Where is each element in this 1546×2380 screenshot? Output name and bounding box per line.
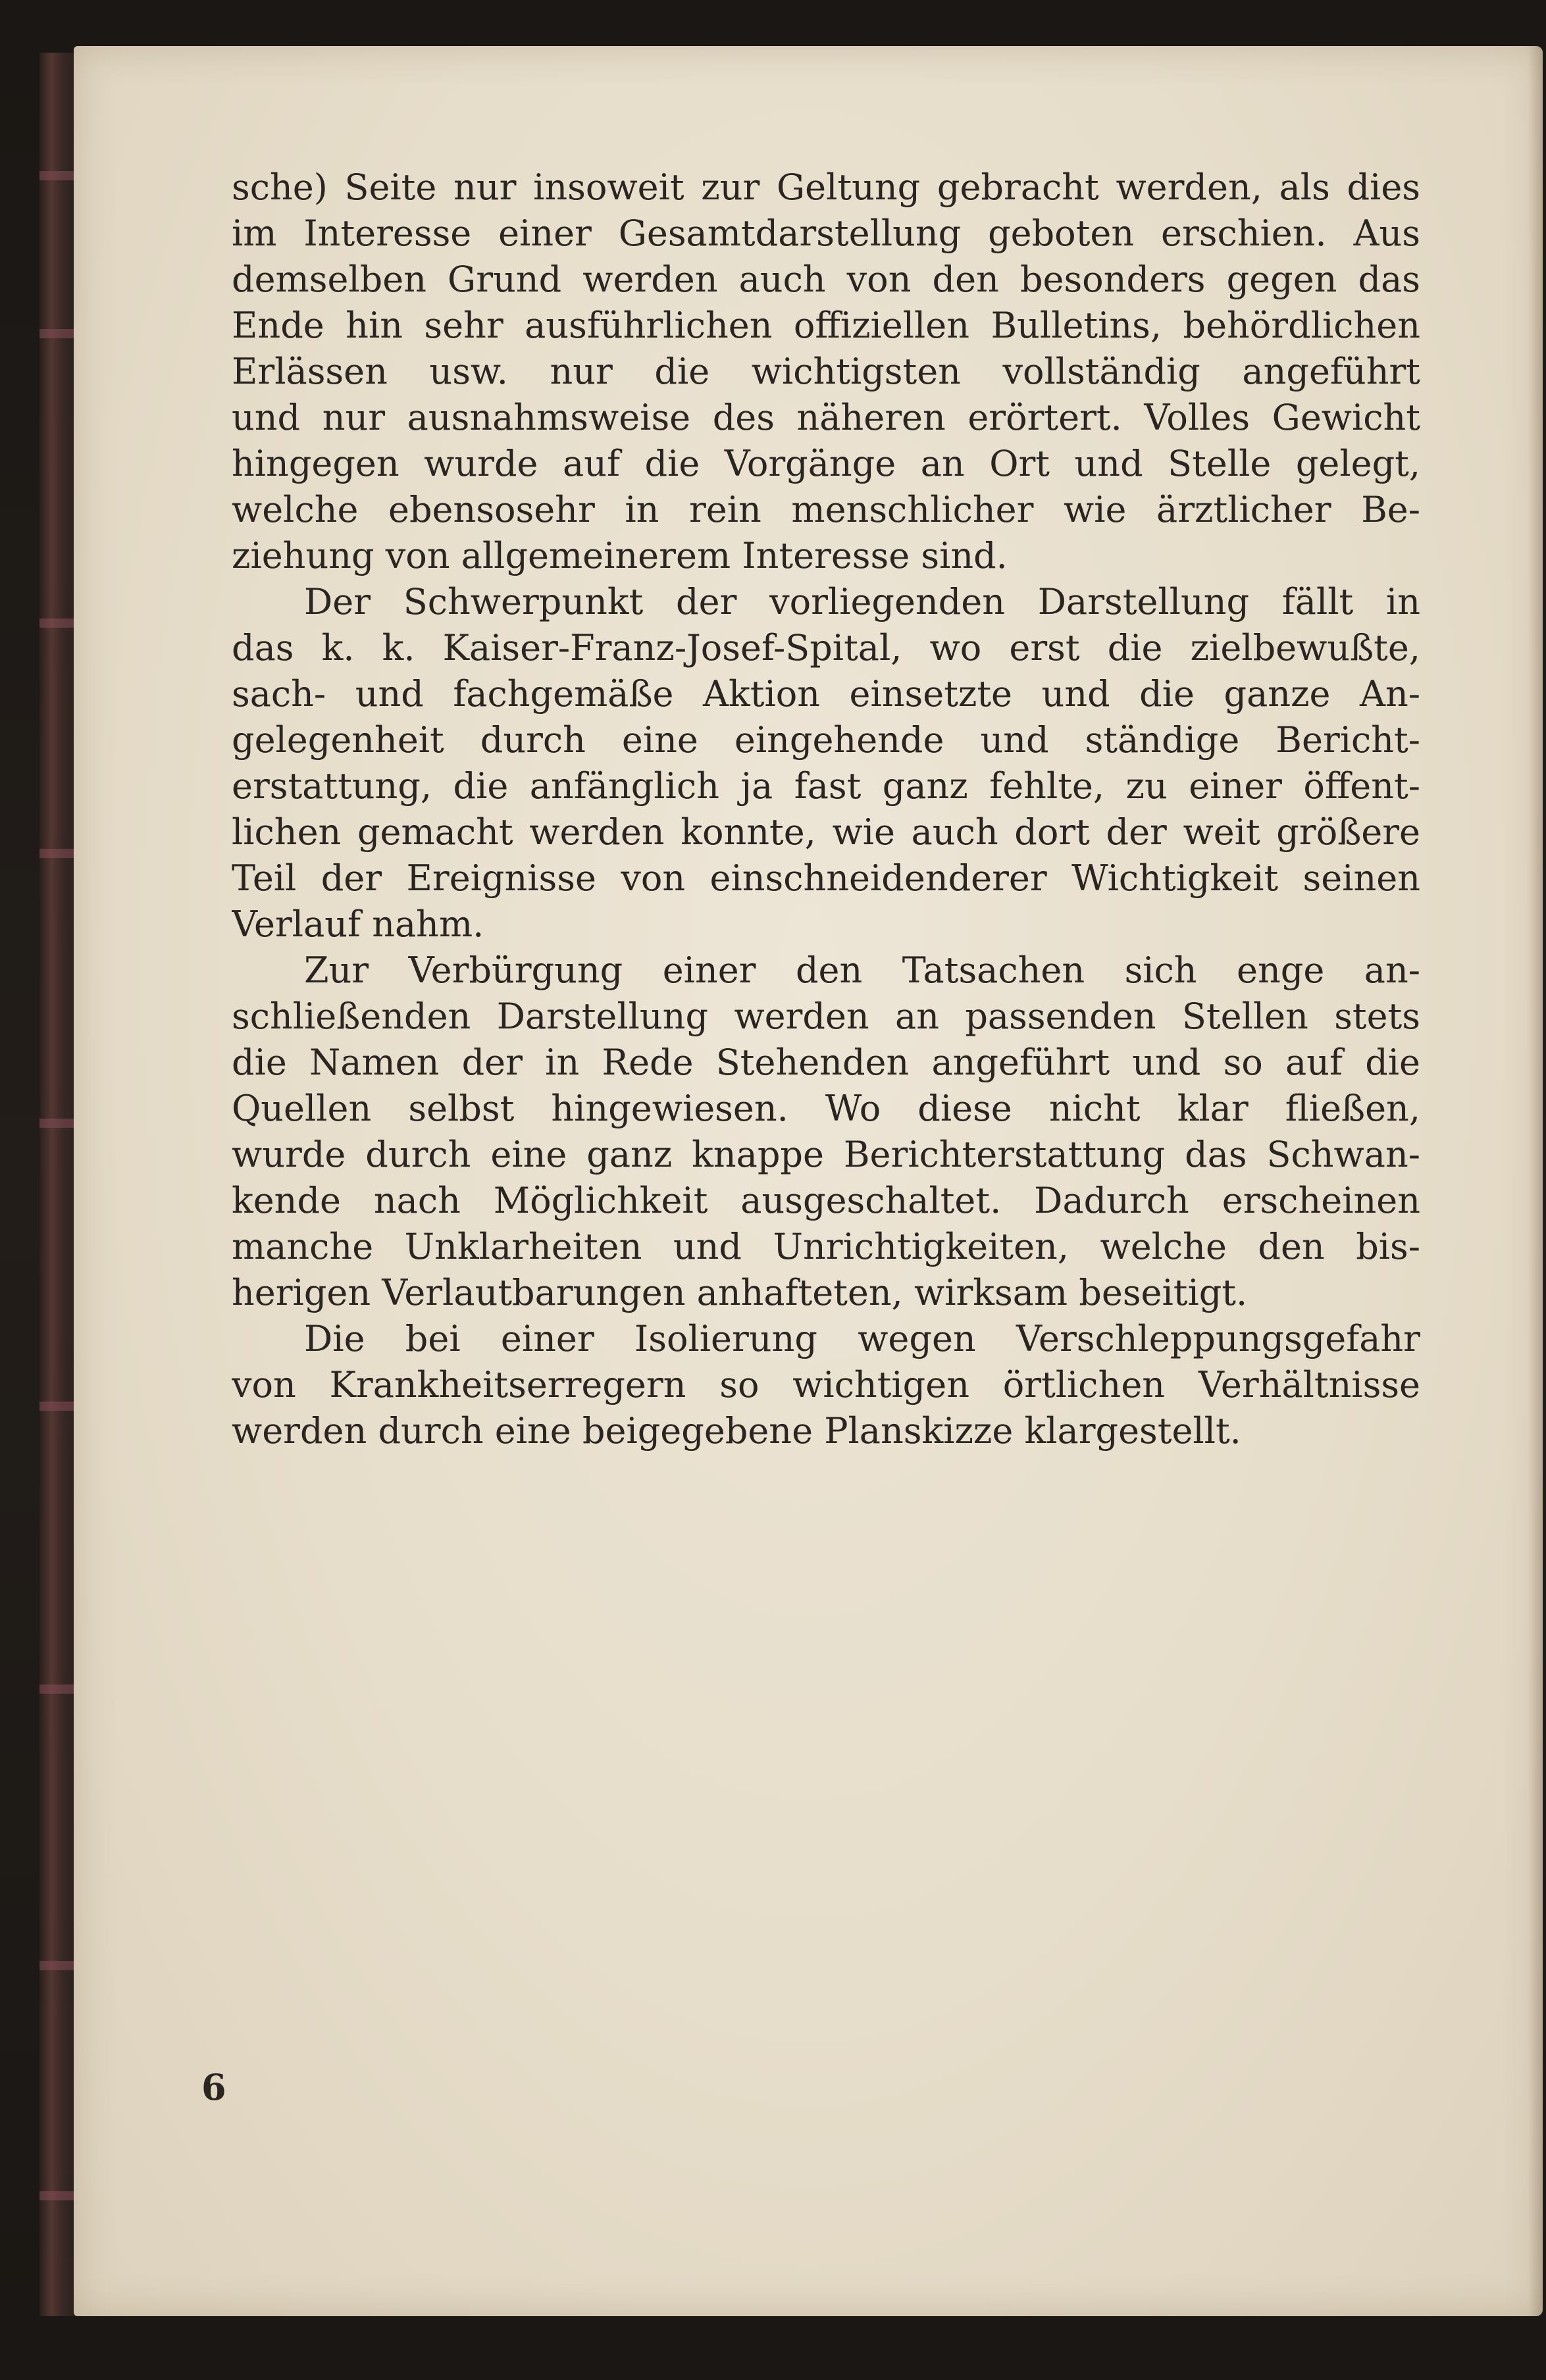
- spine-mark: [39, 849, 79, 858]
- text-line: Zur Verbürgung einer den Tatsachen sich enge an-: [304, 949, 1420, 991]
- page-number: 6: [201, 2066, 226, 2108]
- text-line: die Namen der in Rede Stehenden angeführt und so auf die: [232, 1042, 1420, 1083]
- text-line: gelegenheit durch eine eingehende und ständige Bericht-: [232, 719, 1420, 761]
- paragraph: [232, 165, 1420, 579]
- text-line: Erlässen usw. nur die wichtigsten vollständig angeführt: [232, 351, 1420, 392]
- text-line: werden durch eine beigegebene Planskizze klargestellt.: [232, 1410, 1241, 1452]
- book-spine: [39, 53, 79, 2316]
- paragraph: [232, 1316, 1420, 1454]
- text-line: Die bei einer Isolierung wegen Verschleppungsgefahr: [304, 1318, 1420, 1359]
- text-line: sach- und fachgemäße Aktion einsetzte und die ganze An-: [232, 673, 1420, 715]
- text-line: wurde durch eine ganz knappe Berichterstattung das Schwan-: [232, 1134, 1420, 1175]
- text-line: welche ebensosehr in rein menschlicher wie ärztlicher Be-: [232, 489, 1420, 530]
- paragraph: [232, 579, 1420, 948]
- spine-mark: [39, 619, 79, 628]
- text-line: lichen gemacht werden konnte, wie auch dort der weit größere: [232, 811, 1420, 853]
- page-edge-shadow: [1528, 46, 1543, 2316]
- text-line: Der Schwerpunkt der vorliegenden Darstellung fällt in: [304, 581, 1420, 622]
- spine-mark: [39, 1402, 79, 1411]
- spine-mark: [39, 1119, 79, 1128]
- text-line: im Interesse einer Gesamtdarstellung geboten erschien. Aus: [232, 213, 1420, 254]
- spine-mark: [39, 1684, 79, 1694]
- text-line: herigen Verlautbarungen anhafteten, wirksam beseitigt.: [232, 1272, 1248, 1313]
- text-line: hingegen wurde auf die Vorgänge an Ort und Stelle gelegt,: [232, 443, 1420, 484]
- text-line: Teil der Ereignisse von einschneidenderer Wichtigkeit seinen: [232, 857, 1420, 899]
- paragraph: [232, 948, 1420, 1316]
- spine-mark: [39, 171, 79, 180]
- text-line: Verlauf nahm.: [232, 903, 484, 945]
- text-line: das k. k. Kaiser-Franz-Josef-Spital, wo erst die zielbewußte,: [232, 627, 1420, 669]
- text-line: schließenden Darstellung werden an passenden Stellen stets: [232, 996, 1420, 1037]
- spine-mark: [39, 1961, 79, 1970]
- text-line: von Krankheitserregern so wichtigen örtlichen Verhältnisse: [232, 1364, 1420, 1405]
- text-line: Quellen selbst hingewiesen. Wo diese nicht klar fließen,: [232, 1088, 1420, 1129]
- body-text: [232, 165, 1420, 1454]
- text-line: manche Unklarheiten und Unrichtigkeiten, welche den bis-: [232, 1226, 1420, 1267]
- text-line: kende nach Möglichkeit ausgeschaltet. Dadurch erscheinen: [232, 1180, 1420, 1221]
- text-line: sche) Seite nur insoweit zur Geltung gebracht werden, als dies: [232, 166, 1420, 208]
- text-line: ziehung von allgemeinerem Interesse sind.: [232, 535, 1008, 576]
- spine-mark: [39, 329, 79, 338]
- text-line: Ende hin sehr ausführlichen offiziellen Bulletins, behördlichen: [232, 305, 1420, 346]
- text-line: erstattung, die anfänglich ja fast ganz fehlte, zu einer öffent-: [232, 765, 1420, 807]
- text-line: und nur ausnahmsweise des näheren erörtert. Volles Gewicht: [232, 397, 1420, 438]
- spine-mark: [39, 2191, 79, 2200]
- text-line: demselben Grund werden auch von den besonders gegen das: [232, 259, 1420, 300]
